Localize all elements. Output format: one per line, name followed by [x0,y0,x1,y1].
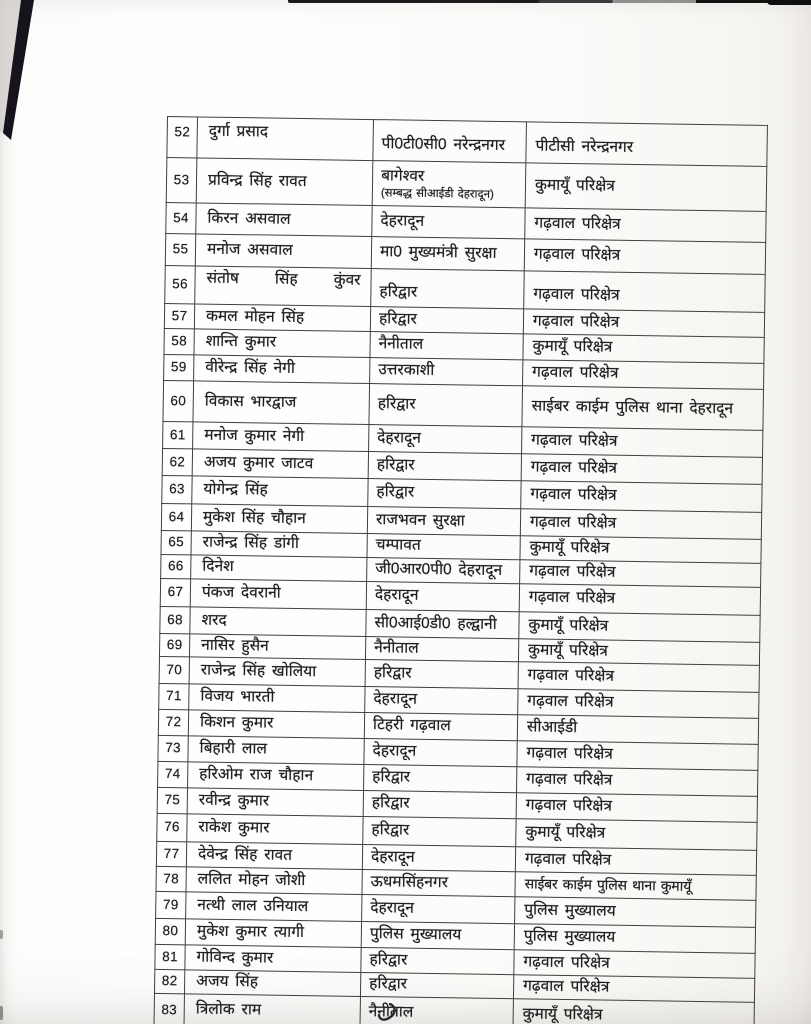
name-text: कमल मोहन सिंह [205,307,305,326]
region-cell [514,924,755,954]
posting-cell [369,384,523,427]
name-cell [186,867,362,895]
region-text: कुमायूँ परिक्षेत्र [532,337,613,356]
name-cell [188,762,364,791]
posting-cell [367,534,520,560]
serial-cell: 71 [159,683,189,709]
serial-cell: 78 [156,866,186,891]
name-text: मुकेश सिंह चौहान [202,508,306,527]
posting-text: राजभवन सुरक्षा [375,510,465,530]
name-text: राकेश कुमार [198,818,270,837]
posting-cell [363,790,516,818]
serial-cell: 63 [162,475,192,503]
serial-cell: 75 [157,787,187,813]
posting-cell [371,269,525,309]
serial-cell: 80 [155,918,185,944]
name-text: विकास भारद्वाज [204,392,297,411]
posting-cell [360,972,513,998]
serial-cell: 67 [160,578,190,606]
scan-corner-wedge-artifact [0,0,64,150]
region-text: कुमायूँ परिक्षेत्र [528,615,609,635]
region-text: गढ़वाल परिक्षेत्र [528,588,616,607]
serial-cell: 52 [167,117,198,158]
scan-left-edge-mark [0,1006,3,1020]
posting-text: हरिद्वार [379,283,418,301]
name-cell [191,555,367,582]
name-text: मुकेश कुमार त्यागी [196,922,305,942]
posting-text: देहरादून [372,742,417,760]
name-cell [186,892,362,922]
region-text: कुमायूँ परिक्षेत्र [522,1005,603,1024]
posting-text: ऊधमसिंहनगर [370,872,449,891]
name-cell [196,203,372,237]
name-cell [188,736,364,765]
name-text: विजय भारती [200,687,275,706]
region-text: कुमायूँ परिक्षेत्र [525,823,606,842]
name-cell [184,970,360,997]
name-text: वीरेन्द्र सिंह नेगी [205,358,296,377]
name-cell [191,504,367,534]
region-text: गढ़वाल परिक्षेत्र [533,245,621,264]
serial-cell: 69 [159,633,189,656]
posting-text: हरिद्वार [373,663,412,682]
posting-text: नैनीताल [378,335,424,353]
posting-cell [366,582,519,612]
region-cell [517,715,758,745]
region-text: गढ़वाल परिक्षेत्र [527,665,615,685]
name-cell [192,449,368,479]
name-cell [184,994,360,1024]
posting-text: पुलिस मुख्यालय [369,925,462,944]
posting-cell [370,332,523,360]
name-text: दुर्गा प्रसाद [208,122,269,141]
posting-text: पी0टी0सी0 नरेन्द्रनगर [381,135,506,155]
name-text: अजय कुमार जाटव [203,453,314,472]
name-text: ललित मोहन जोशी [197,870,306,889]
name-cell [191,531,367,558]
region-text: साईबर काईम पुलिस थाना कुमायूँ [524,875,692,895]
serial-cell: 77 [156,841,186,866]
name-cell [193,381,370,425]
region-cell [514,950,755,979]
region-cell [517,741,758,771]
region-text: गढ़वाल परिक्षेत्र [534,214,621,233]
name-cell [194,329,370,358]
posting-cell [372,161,526,208]
name-cell [195,266,372,307]
region-text: गढ़वाल परिक्षेत्र [525,796,613,815]
region-cell [513,975,754,1003]
name-cell [190,579,366,610]
serial-cell: 66 [161,554,191,578]
name-cell [190,607,366,637]
posting-cell [365,687,518,715]
region-cell [519,612,760,643]
posting-text: मा0 मुख्यमंत्री सुरक्षा [379,243,497,262]
region-text: गढ़वाल परिक्षेत्र [530,485,617,504]
region-text: गढ़वाल परिक्षेत्र [533,285,620,304]
region-cell [523,309,764,338]
region-cell [522,427,763,458]
region-cell [516,767,757,797]
name-cell [186,842,362,870]
posting-note-text: (सम्बद्ध सीआईडी देहरादून) [380,186,494,201]
region-cell [526,122,768,167]
name-cell [193,422,369,452]
name-cell [197,117,374,161]
posting-cell [361,921,514,949]
posting-text: देहरादून [370,898,415,917]
name-cell [189,634,365,660]
posting-cell [373,120,527,163]
posting-text: हरिद्वार [371,794,410,812]
name-text: दिनेश [202,557,234,576]
name-text: मनोज कुमार नेगी [204,426,305,445]
posting-cell [369,425,522,454]
name-text: नत्थी लाल उनियाल [197,896,309,915]
region-cell [516,819,757,851]
serial-cell: 73 [158,735,188,761]
name-cell [188,710,364,739]
name-cell [189,684,365,713]
name-text: शान्ति कुमार [205,332,277,351]
region-cell [523,334,764,364]
name-cell [195,234,371,269]
pen-mark-artifact [376,1003,404,1024]
name-text: राजेन्द्र सिंह डांगी [202,533,300,553]
posting-cell [361,947,514,974]
name-text: राजेन्द्र सिंह खोलिया [200,661,317,680]
region-text: कुमायूँ परिक्षेत्र [529,538,610,557]
serial-cell: 55 [165,233,195,265]
name-text: त्रिलोक राम [195,1000,262,1019]
posting-cell [367,507,520,536]
posting-cell [366,610,519,639]
region-text: पुलिस मुख्यालय [523,927,616,946]
serial-cell: 53 [166,158,197,203]
posting-text: देहरादून [373,690,418,708]
posting-cell [367,558,520,584]
region-cell [522,386,764,431]
serial-cell: 58 [164,328,194,354]
posting-text: चम्पावत [375,536,421,554]
serial-cell: 65 [161,530,191,554]
posting-text: नैनीताल [374,638,419,657]
serial-cell: 76 [157,813,187,841]
name-text: योगेन्द्र सिंह [203,480,268,499]
region-text: कुमायूँ परिक्षेत्र [534,176,615,195]
posting-text: देहरादून [380,211,425,230]
name-cell [185,919,361,948]
region-cell [520,509,761,540]
region-text: गढ़वाल परिक्षेत्र [526,744,613,763]
region-cell [513,999,754,1024]
region-cell [515,872,756,901]
serial-cell: 54 [166,202,196,233]
posting-cell [370,358,523,386]
region-cell [521,481,762,513]
serial-cell: 62 [162,448,192,475]
region-cell [518,662,759,693]
posting-text: हरिद्वार [378,309,418,328]
name-text: रवीन्द्र कुमार [198,791,270,810]
scan-top-edge-artifact [288,0,811,3]
posting-cell [368,452,521,481]
scan-left-edge-mark [0,930,3,939]
region-text: गढ़वाल परिक्षेत्र [526,770,613,789]
posting-text: हरिद्वार [369,975,408,993]
name-cell [185,945,361,973]
serial-cell: 82 [154,969,184,993]
posting-cell [364,764,517,792]
name-text: देवेन्द्र सिंह रावत [197,845,293,864]
serial-cell: 81 [155,944,185,969]
posting-cell [370,307,523,334]
name-cell [192,476,368,507]
region-cell [520,560,761,588]
posting-cell [368,479,521,509]
region-cell [520,536,761,564]
region-text: गढ़वाल परिक्षेत्र [529,512,617,532]
serial-cell: 60 [163,380,194,421]
serial-cell: 79 [156,891,186,918]
transfer-table [153,116,767,1024]
posting-cell [371,237,524,271]
posting-text: हरिद्वार [369,950,408,969]
name-text: किशन कुमार [199,713,274,732]
posting-text: उत्तरकाशी [378,361,435,380]
region-cell [518,689,759,719]
region-text: गढ़वाल परिक्षेत्र [523,952,610,972]
serial-cell: 56 [165,265,196,303]
posting-cell [364,738,517,766]
name-text: हरिओम राज चौहान [199,765,314,785]
serial-cell: 68 [160,606,190,633]
name-cell [194,355,370,384]
region-cell [515,847,756,876]
region-text: गढ़वाल परिक्षेत्र [532,311,620,331]
name-cell [196,158,373,206]
region-text: गढ़वाल परिक्षेत्र [527,692,614,711]
region-text: गढ़वाल परिक्षेत्र [524,849,612,869]
name-text: संतोष सिंह कुंवर [206,269,361,289]
region-text: कुमायूँ परिक्षेत्र [527,640,609,660]
posting-cell [363,816,516,846]
serial-cell: 70 [159,656,189,683]
posting-cell [364,712,517,740]
name-text: पंकज देवरानी [201,583,281,602]
name-cell [194,304,370,332]
region-cell [523,360,764,390]
serial-cell: 72 [158,709,188,735]
name-text: किरन असवाल [207,209,291,228]
table-body [154,117,767,1024]
name-text: नासिर हुसैन [201,636,269,655]
region-cell [515,897,756,928]
posting-cell [372,206,525,239]
posting-cell [365,637,518,662]
name-text: मनोज असवाल [206,240,293,259]
posting-text: हरिद्वार [371,821,410,839]
serial-cell: 83 [154,993,184,1024]
posting-text: टिहरी गढ़वाल [372,716,451,735]
region-text: गढ़वाल परिक्षेत्र [532,363,619,382]
region-cell [516,793,757,823]
name-text: अजय सिंह [196,972,259,991]
region-cell [525,208,766,243]
region-text: पीटीसी नरेन्द्रनगर [535,137,634,157]
region-cell [521,454,762,485]
posting-text: हरिद्वार [377,394,416,413]
region-cell [524,239,765,275]
region-text: पुलिस मुख्यालय [524,900,616,920]
region-text: सीआईडी [526,718,578,737]
region-cell [524,271,766,313]
posting-text: बागेश्वर [381,166,425,185]
name-text: प्रविन्द्र सिंह रावत [207,171,307,190]
posting-text: देहरादून [370,847,415,866]
region-cell [519,584,760,616]
name-cell [189,657,365,687]
region-text: गढ़वाल परिक्षेत्र [523,977,610,996]
posting-cell [362,869,515,896]
region-text: साईबर काईम पुलिस थाना देहरादून [531,396,734,417]
name-text: शरद [201,611,227,629]
name-cell [187,788,363,817]
posting-cell [365,660,518,689]
name-text: बिहारी लाल [199,739,268,758]
posting-cell [362,844,515,871]
region-text: गढ़वाल परिक्षेत्र [529,562,616,581]
posting-text: जी0आर0पी0 देहरादून [375,560,503,580]
posting-text: हरिद्वार [376,455,415,474]
region-cell [525,163,767,212]
region-text: गढ़वाल परिक्षेत्र [530,457,618,477]
posting-text: हरिद्वार [376,483,415,501]
posting-text: हरिद्वार [372,768,411,786]
posting-text: नैनीताल [368,1003,414,1022]
serial-cell: 59 [164,354,194,380]
transfer-table-wrap [153,116,767,1024]
region-text: गढ़वाल परिक्षेत्र [531,430,618,450]
serial-cell: 74 [158,761,188,787]
serial-cell: 61 [163,421,193,448]
name-text: गोविन्द कुमार [196,948,274,967]
posting-text: सी0आई0डी0 हल्द्वानी [374,613,497,633]
posting-text: देहरादून [374,586,419,604]
posting-cell [362,894,515,923]
name-cell [187,814,363,845]
posting-text: देहरादून [377,428,422,447]
serial-cell: 64 [161,503,191,530]
serial-cell: 57 [164,303,194,328]
